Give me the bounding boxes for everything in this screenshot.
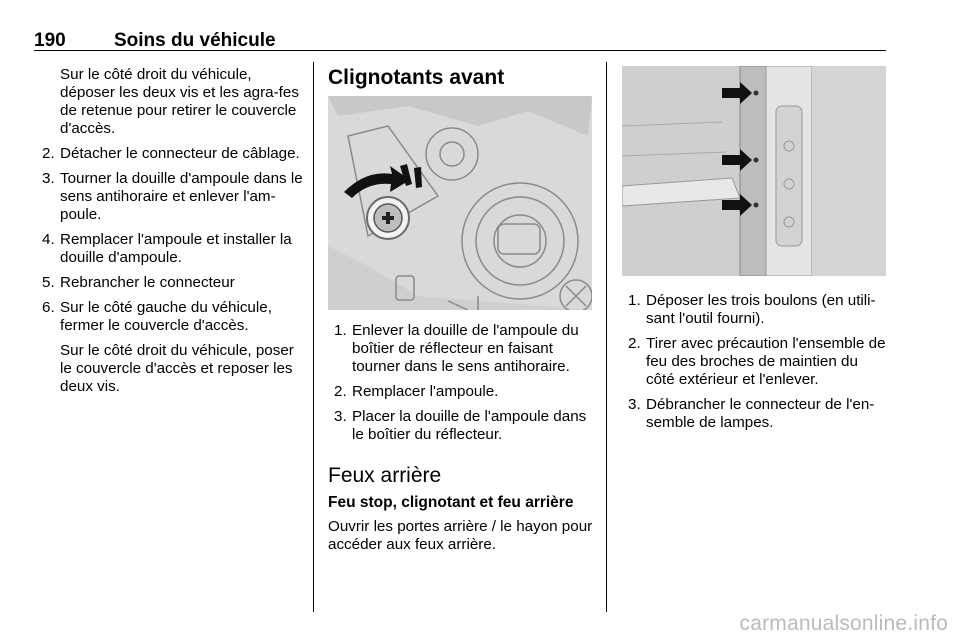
list-item: 1. Enlever la douille de l'ampoule du boîtier de réflecteur en faisant tourner dans le sens antihoraire. — [334, 322, 579, 375]
steps-list — [622, 292, 888, 432]
outro-paragraph: Sur le côté droit du véhicule, poser le couvercle d'accès et reposer les deux vis. — [60, 342, 294, 395]
page-header — [34, 30, 886, 51]
intro-paragraph: Sur le côté droit du véhicule, déposer les deux vis et les agra-fes de retenue pour retirer le couvercle d'accès. — [60, 66, 299, 137]
list-item: 3. Placer la douille de l'ampoule dans le boîtier du réflecteur. — [334, 408, 587, 443]
rear-light-illustration — [622, 66, 886, 276]
section-title-front-indicators: Clignotants avant — [328, 66, 505, 89]
page-number: 190 — [34, 30, 66, 51]
list-item: 3. Tourner la douille d'ampoule dans le sens antihoraire et enlever l'am-poule. — [42, 170, 303, 223]
list-item: 5. Rebrancher le connecteur — [42, 274, 235, 291]
list-item: 6. Sur le côté gauche du véhicule, fermer le couvercle d'accès. — [42, 299, 272, 334]
column-right — [622, 66, 888, 439]
list-item: 3. Débrancher le connecteur de l'en-semble de lampes. — [628, 396, 875, 431]
list-item: 2. Tirer avec précaution l'ensemble de feu des broches de maintien du côté extérieur et l'enlever. — [628, 335, 886, 388]
column-middle — [328, 66, 594, 554]
section-title-rear-lights: Feux arrière — [328, 464, 442, 487]
steps-list — [36, 145, 304, 335]
column-left — [36, 66, 304, 403]
list-item: 4. Remplacer l'ampoule et installer la douille d'ampoule. — [42, 231, 292, 266]
list-item: 1. Déposer les trois boulons (en utili-sant l'outil fourni). — [628, 292, 876, 327]
watermark: carmanualsonline.info — [739, 612, 948, 635]
chapter-title: Soins du véhicule — [114, 30, 276, 51]
column-divider-2 — [606, 62, 607, 612]
column-divider-1 — [313, 62, 314, 612]
body-paragraph: Ouvrir les portes arrière / le hayon pour accéder aux feux arrière. — [328, 518, 593, 553]
steps-list — [328, 322, 594, 444]
front-indicator-illustration — [328, 96, 592, 310]
subsection-title: Feu stop, clignotant et feu arrière — [328, 494, 574, 511]
list-item: 2. Détacher le connecteur de câblage. — [42, 145, 300, 162]
list-item: 2. Remplacer l'ampoule. — [334, 383, 499, 400]
